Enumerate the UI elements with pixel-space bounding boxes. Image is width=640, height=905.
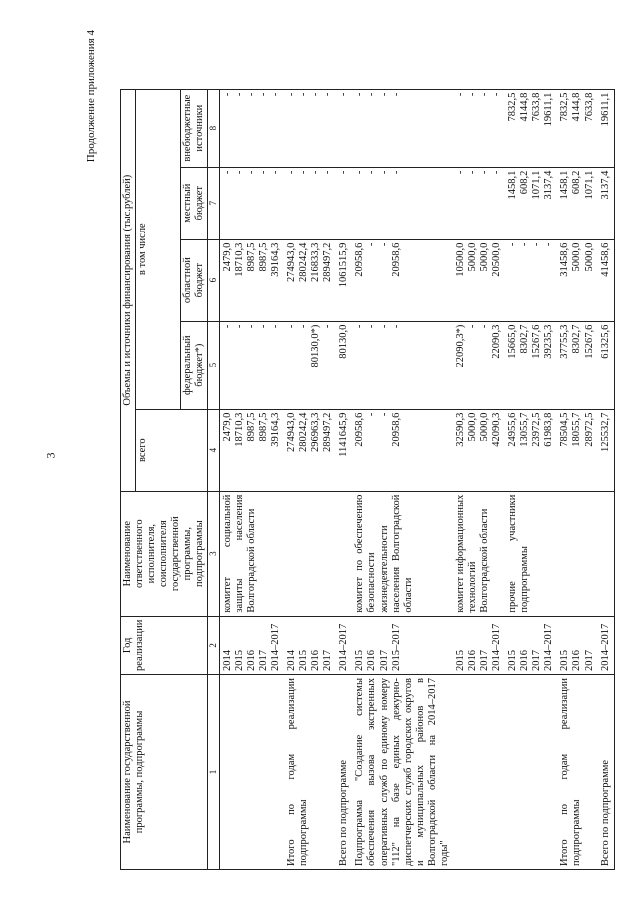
year-cell-value: 2016	[571, 650, 583, 671]
year-cell-value: 2016	[245, 650, 257, 671]
header-year: Год реализации	[121, 616, 208, 674]
nonbudget-cell	[598, 89, 615, 167]
regional-cell	[352, 239, 453, 321]
program-name-cell	[336, 675, 352, 870]
local-cell-value: -	[466, 170, 478, 175]
regional-cell-value: -	[507, 242, 519, 247]
total-cell-value: 24955,6	[507, 412, 519, 447]
nonbudget-cell-value: 7633,8	[531, 92, 543, 122]
program-name-cell	[557, 675, 597, 870]
total-cell-value: 32590,3	[454, 412, 466, 447]
federal-cell-value: -	[479, 324, 491, 329]
regional-cell-value: 20958,6	[390, 242, 402, 277]
federal-cell-value: -	[354, 324, 366, 329]
local-cell-value: -	[245, 170, 257, 175]
total-cell-value: 28972,5	[583, 412, 595, 447]
total-cell-value: 18055,7	[571, 412, 583, 447]
table-row	[352, 89, 453, 869]
nonbudget-cell-value: -	[466, 92, 478, 97]
total-cell-value: 1141645,9	[338, 412, 350, 457]
federal-cell-value: -	[322, 324, 334, 329]
column-number-row	[208, 89, 219, 869]
nonbudget-cell-value: -	[233, 92, 245, 97]
local-cell-value: -	[298, 170, 310, 175]
nonbudget-cell-value: -	[257, 92, 269, 97]
year-cell	[352, 616, 453, 674]
local-cell-value: 1071,1	[531, 170, 543, 200]
total-cell-value: 5000,0	[466, 412, 478, 442]
appendix-caption: Продолжение приложения 4	[85, 30, 97, 163]
year-cell	[219, 616, 284, 674]
federal-cell-value: -	[390, 324, 402, 329]
federal-cell-value: 61325,6	[599, 324, 611, 359]
header-financing-group: Объемы и источники финансирования (тыс.рублей)	[121, 89, 136, 491]
local-cell	[219, 167, 284, 239]
federal-cell-value: 80130,0	[338, 324, 350, 359]
program-name-cell	[505, 675, 557, 870]
nonbudget-cell-value: 7832,5	[507, 92, 519, 122]
regional-cell-value: 216833,3	[310, 242, 322, 283]
table-body	[219, 89, 614, 869]
year-cell	[598, 616, 615, 674]
regional-cell-value: 8987,5	[257, 242, 269, 272]
local-cell	[336, 167, 352, 239]
total-cell-value: 289497,2	[322, 412, 334, 453]
federal-cell-value: 22090,3*)	[454, 324, 466, 368]
nonbudget-cell	[557, 89, 597, 167]
federal-cell-value: 80130,0*)	[310, 324, 322, 368]
nonbudget-cell-value: -	[310, 92, 322, 97]
year-cell-value: 2015	[559, 650, 571, 671]
executor-cell-text: комитет социальной защиты населения Волгоградской области	[221, 494, 257, 613]
total-cell	[505, 409, 557, 491]
total-cell-value: 274943,0	[286, 412, 298, 453]
federal-cell-value: 37755,3	[559, 324, 571, 359]
program-name-cell-text: Итого по годам реализации подпрограммы	[286, 678, 310, 866]
nonbudget-cell-value: 7832,5	[559, 92, 571, 122]
table-row	[284, 89, 336, 869]
nonbudget-cell-value: 19611,1	[599, 92, 611, 127]
regional-cell-value: -	[378, 242, 390, 247]
nonbudget-cell-value: 19611,1	[543, 92, 555, 127]
federal-cell-value: -	[233, 324, 245, 329]
regional-cell	[598, 239, 615, 321]
total-cell-value: 78504,5	[559, 412, 571, 447]
total-cell-value: 13055,7	[519, 412, 531, 447]
federal-cell-value: 22090,3	[491, 324, 503, 359]
nonbudget-cell-value: -	[390, 92, 402, 97]
federal-cell-value: -	[466, 324, 478, 329]
page-number: 3	[43, 452, 58, 459]
header-executor: Наименование ответственного исполнителя, соисполнителя государственной программы, подпрограммы	[121, 491, 208, 616]
regional-cell	[557, 239, 597, 321]
nonbudget-cell-value: -	[378, 92, 390, 97]
total-cell-value: 5000,0	[479, 412, 491, 442]
column-number: 6	[208, 239, 219, 321]
nonbudget-cell-value: -	[322, 92, 334, 97]
header-including: в том числе	[136, 89, 181, 409]
program-name-cell-text: Всего по подпрограмме	[338, 759, 350, 866]
total-cell-value: 8987,5	[245, 412, 257, 442]
total-cell-value: 18710,3	[233, 412, 245, 447]
regional-cell-value: 5000,0	[479, 242, 491, 272]
regional-cell-value: 2479,0	[221, 242, 233, 272]
program-name-cell	[219, 675, 284, 870]
total-cell	[598, 409, 615, 491]
regional-cell	[336, 239, 352, 321]
federal-cell-value: -	[270, 324, 282, 329]
year-cell-value: 2014	[286, 650, 298, 671]
executor-cell	[598, 491, 615, 616]
federal-cell-value: 8302,7	[519, 324, 531, 354]
local-cell-value: -	[221, 170, 233, 175]
year-cell-value: 2016	[310, 650, 322, 671]
total-cell	[336, 409, 352, 491]
regional-cell-value: 18710,3	[233, 242, 245, 277]
nonbudget-cell	[453, 89, 505, 167]
executor-cell	[219, 491, 284, 616]
column-number: 5	[208, 321, 219, 409]
column-number: 3	[208, 491, 219, 616]
executor-cell-text: прочие участники подпрограммы	[507, 494, 531, 613]
header-regional: областной бюджет	[181, 239, 208, 321]
regional-cell-value: 280242,4	[298, 242, 310, 283]
regional-cell-value: 20500,0	[491, 242, 503, 277]
total-cell-value: -	[378, 412, 390, 417]
year-cell	[557, 616, 597, 674]
nonbudget-cell	[505, 89, 557, 167]
total-cell-value: 42090,3	[491, 412, 503, 447]
local-cell-value: -	[270, 170, 282, 175]
regional-cell	[284, 239, 336, 321]
year-cell-value: 2015	[298, 650, 310, 671]
total-cell-value: 39164,3	[270, 412, 282, 447]
nonbudget-cell-value: -	[366, 92, 378, 97]
column-number: 4	[208, 409, 219, 491]
federal-cell-value: -	[298, 324, 310, 329]
nonbudget-cell-value: -	[491, 92, 503, 97]
header-local: местный бюджет	[181, 167, 208, 239]
year-cell-value: 2014–2017	[338, 623, 350, 671]
nonbudget-cell-value: -	[479, 92, 491, 97]
local-cell	[505, 167, 557, 239]
federal-cell	[352, 321, 453, 409]
year-cell-value: 2016	[466, 650, 478, 671]
regional-cell-value: 41458,6	[599, 242, 611, 277]
rotated-page	[85, 30, 611, 870]
nonbudget-cell	[336, 89, 352, 167]
year-cell-value: 2014–2017	[543, 623, 555, 671]
table-row	[453, 89, 505, 869]
federal-cell-value: -	[257, 324, 269, 329]
executor-cell	[284, 491, 336, 616]
year-cell-value: 2014	[221, 650, 233, 671]
program-name-cell	[453, 675, 505, 870]
executor-cell	[453, 491, 505, 616]
regional-cell-value: 20958,6	[354, 242, 366, 277]
local-cell	[598, 167, 615, 239]
local-cell	[352, 167, 453, 239]
year-cell-value: 2017	[322, 650, 334, 671]
nonbudget-cell	[219, 89, 284, 167]
regional-cell-value: 289497,2	[322, 242, 334, 283]
year-cell	[453, 616, 505, 674]
table-header	[121, 89, 220, 869]
nonbudget-cell-value: 7633,8	[583, 92, 595, 122]
local-cell-value: -	[310, 170, 322, 175]
year-cell	[336, 616, 352, 674]
federal-cell-value: -	[366, 324, 378, 329]
regional-cell-value: 5000,0	[583, 242, 595, 272]
total-cell-value: 8987,5	[257, 412, 269, 442]
local-cell-value: -	[491, 170, 503, 175]
total-cell	[352, 409, 453, 491]
total-cell-value: 280242,4	[298, 412, 310, 453]
nonbudget-cell-value: -	[270, 92, 282, 97]
financing-table	[120, 89, 615, 870]
regional-cell-value: 10500,0	[454, 242, 466, 277]
nonbudget-cell-value: -	[454, 92, 466, 97]
local-cell-value: 3137,4	[599, 170, 611, 200]
regional-cell-value: -	[531, 242, 543, 247]
program-name-cell-text: Всего по подпрограмме	[599, 759, 611, 866]
regional-cell-value: 5000,0	[571, 242, 583, 272]
year-cell-value: 2014–2017	[491, 623, 503, 671]
year-cell-value: 2015–2017	[390, 623, 402, 671]
year-cell	[284, 616, 336, 674]
nonbudget-cell	[352, 89, 453, 167]
local-cell-value: -	[233, 170, 245, 175]
total-cell-value: 125532,7	[599, 412, 611, 453]
nonbudget-cell	[284, 89, 336, 167]
regional-cell-value: 8987,5	[245, 242, 257, 272]
local-cell	[557, 167, 597, 239]
local-cell-value: -	[454, 170, 466, 175]
local-cell-value: -	[378, 170, 390, 175]
nonbudget-cell-value: 4144,8	[519, 92, 531, 122]
nonbudget-cell-value: 4144,8	[571, 92, 583, 122]
federal-cell	[284, 321, 336, 409]
executor-cell	[505, 491, 557, 616]
local-cell-value: -	[354, 170, 366, 175]
table-row	[336, 89, 352, 869]
regional-cell-value: 5000,0	[466, 242, 478, 272]
total-cell	[453, 409, 505, 491]
column-number: 7	[208, 167, 219, 239]
federal-cell-value: 15267,6	[583, 324, 595, 359]
header-total: всего	[136, 409, 208, 491]
year-cell-value: 2017	[531, 650, 543, 671]
table-row	[505, 89, 557, 869]
year-cell-value: 2017	[378, 650, 390, 671]
total-cell	[284, 409, 336, 491]
federal-cell-value: -	[286, 324, 298, 329]
year-cell-value: 2015	[354, 650, 366, 671]
total-cell-value: 61983,8	[543, 412, 555, 447]
table-row	[557, 89, 597, 869]
local-cell-value: -	[322, 170, 334, 175]
regional-cell	[505, 239, 557, 321]
federal-cell-value: 15665,0	[507, 324, 519, 359]
regional-cell-value: 31458,6	[559, 242, 571, 277]
federal-cell-value: 39235,3	[543, 324, 555, 359]
year-cell-value: 2017	[479, 650, 491, 671]
year-cell-value: 2014–2017	[270, 623, 282, 671]
local-cell-value: 608,2	[519, 170, 531, 195]
federal-cell-value: -	[245, 324, 257, 329]
local-cell-value: -	[286, 170, 298, 175]
federal-cell	[505, 321, 557, 409]
local-cell-value: 3137,4	[543, 170, 555, 200]
column-number: 8	[208, 89, 219, 167]
nonbudget-cell-value: -	[354, 92, 366, 97]
total-cell-value: 2479,0	[221, 412, 233, 442]
regional-cell-value: -	[366, 242, 378, 247]
local-cell-value: 1071,1	[583, 170, 595, 200]
program-name-cell-text: Итого по годам реализации подпрограммы	[559, 678, 583, 866]
year-cell-value: 2015	[233, 650, 245, 671]
local-cell-value: -	[479, 170, 491, 175]
header-nonbudget: внебюджетные источники	[181, 89, 208, 167]
local-cell-value: -	[390, 170, 402, 175]
regional-cell-value: 1061515,9	[338, 242, 350, 288]
executor-cell	[557, 491, 597, 616]
nonbudget-cell-value: -	[245, 92, 257, 97]
executor-cell-text: комитет по обеспечению безопасности жизнедеятельности населения Волгоградской области	[354, 494, 414, 613]
federal-cell-value: -	[221, 324, 233, 329]
table-row	[219, 89, 284, 869]
local-cell-value: -	[366, 170, 378, 175]
program-name-cell	[284, 675, 336, 870]
header-program: Наименование государственной программы, подпрограммы	[121, 675, 208, 870]
local-cell-value: 1458,1	[559, 170, 571, 200]
nonbudget-cell-value: -	[286, 92, 298, 97]
local-cell-value: 608,2	[571, 170, 583, 195]
total-cell-value: 20958,6	[354, 412, 366, 447]
regional-cell-value: -	[519, 242, 531, 247]
year-cell	[505, 616, 557, 674]
regional-cell-value: 39164,3	[270, 242, 282, 277]
program-name-cell	[352, 675, 453, 870]
program-name-cell-text: Подпрограмма "Создание системы обеспечения вызова экстренных оперативных служб по единому номеру "112" на базе единых дежурно-диспетчерских служб городских округов и муниципальных районов в Волгоградской области на 2014–2017 годы"	[354, 678, 450, 866]
executor-cell	[352, 491, 453, 616]
year-cell-value: 2015	[454, 650, 466, 671]
federal-cell	[453, 321, 505, 409]
federal-cell-value: 8302,7	[571, 324, 583, 354]
federal-cell-value: -	[378, 324, 390, 329]
federal-cell	[219, 321, 284, 409]
local-cell	[453, 167, 505, 239]
regional-cell-value: -	[543, 242, 555, 247]
total-cell-value: 296963,3	[310, 412, 322, 453]
federal-cell	[336, 321, 352, 409]
federal-cell	[557, 321, 597, 409]
local-cell-value: 1458,1	[507, 170, 519, 200]
regional-cell	[219, 239, 284, 321]
total-cell-value: 20958,6	[390, 412, 402, 447]
regional-cell-value: 274943,0	[286, 242, 298, 283]
year-cell-value: 2014–2017	[599, 623, 611, 671]
table-row	[598, 89, 615, 869]
total-cell	[557, 409, 597, 491]
local-cell	[284, 167, 336, 239]
nonbudget-cell-value: -	[221, 92, 233, 97]
column-number: 2	[208, 616, 219, 674]
regional-cell	[453, 239, 505, 321]
local-cell-value: -	[257, 170, 269, 175]
year-cell-value: 2015	[507, 650, 519, 671]
total-cell-value: -	[366, 412, 378, 417]
total-cell	[219, 409, 284, 491]
nonbudget-cell-value: -	[298, 92, 310, 97]
federal-cell	[598, 321, 615, 409]
executor-cell	[336, 491, 352, 616]
year-cell-value: 2016	[366, 650, 378, 671]
year-cell-value: 2017	[583, 650, 595, 671]
column-number: 1	[208, 675, 219, 870]
year-cell-value: 2016	[519, 650, 531, 671]
year-cell-value: 2017	[257, 650, 269, 671]
executor-cell-text: комитет информационных технологий Волгоградской области	[454, 494, 491, 613]
federal-cell-value: 15267,6	[531, 324, 543, 359]
program-name-cell	[598, 675, 615, 870]
local-cell-value: -	[338, 170, 350, 175]
header-federal: федеральный бюджет*)	[181, 321, 208, 409]
total-cell-value: 23972,5	[531, 412, 543, 447]
nonbudget-cell-value: -	[338, 92, 350, 97]
